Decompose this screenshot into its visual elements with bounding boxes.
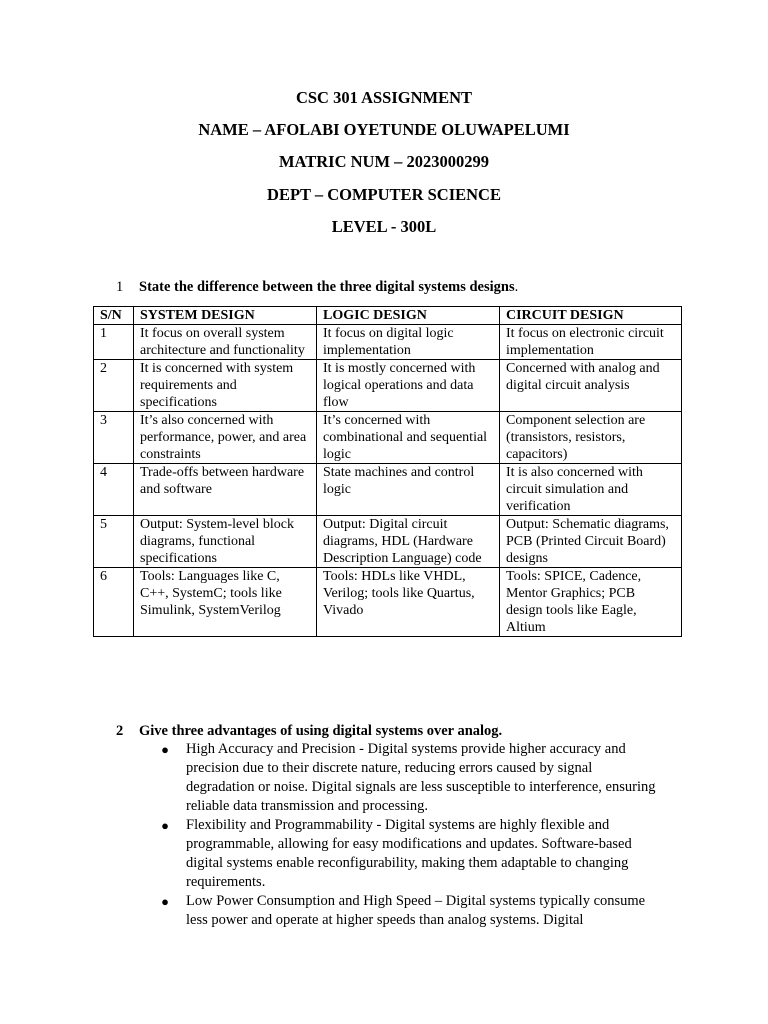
cell-logic: State machines and control logic — [317, 464, 500, 516]
header-system-design: SYSTEM DESIGN — [134, 307, 317, 325]
list-item — [160, 740, 660, 816]
cell-circuit: Tools: SPICE, Cadence, Mentor Graphics; PCB design tools like Eagle, Altium — [500, 568, 682, 637]
cell-sn: 3 — [94, 412, 134, 464]
question-1-text: State the difference between the three digital systems designs — [139, 279, 515, 295]
table-row — [94, 412, 682, 464]
cell-system: It focus on overall system architecture and functionality — [134, 325, 317, 360]
bullet-icon: ● — [161, 818, 169, 833]
header-sn: S/N — [94, 307, 134, 325]
cell-logic: Tools: HDLs like VHDL, Verilog; tools like Quartus, Vivado — [317, 568, 500, 637]
cell-logic: Output: Digital circuit diagrams, HDL (Hardware Description Language) code — [317, 516, 500, 568]
table-row — [94, 464, 682, 516]
cell-system: Tools: Languages like C, C++, SystemC; tools like Simulink, SystemVerilog — [134, 568, 317, 637]
cell-system: Output: System-level block diagrams, functional specifications — [134, 516, 317, 568]
cell-logic: It focus on digital logic implementation — [317, 325, 500, 360]
cell-sn: 6 — [94, 568, 134, 637]
cell-logic: It’s concerned with combinational and sequential logic — [317, 412, 500, 464]
bullet-icon: ● — [161, 742, 169, 757]
department: DEPT – COMPUTER SCIENCE — [267, 185, 501, 204]
list-item-text: Flexibility and Programmability - Digital systems are highly flexible and programmable, allowing for easy modifications and updates. Software-based digital systems enable reconfigurability, making them adaptable to changing requirements. — [186, 817, 632, 890]
table-row — [94, 516, 682, 568]
cell-sn: 1 — [94, 325, 134, 360]
header-circuit-design: CIRCUIT DESIGN — [500, 307, 682, 325]
header-logic-design: LOGIC DESIGN — [317, 307, 500, 325]
level: LEVEL - 300L — [331, 217, 437, 236]
cell-sn: 4 — [94, 464, 134, 516]
cell-system: It is concerned with system requirements and specifications — [134, 360, 317, 412]
assignment-title: CSC 301 ASSIGNMENT — [295, 88, 473, 107]
question-2 — [116, 722, 502, 740]
list-item-text: Low Power Consumption and High Speed – Digital systems typically consume less power and operate at higher speeds than analog systems. Digital — [186, 893, 646, 928]
cell-circuit: Component selection are (transistors, resistors, capacitors) — [500, 412, 682, 464]
list-item-text: High Accuracy and Precision - Digital systems provide higher accuracy and precision due to their discrete nature, reducing errors caused by signal degradation or noise. Digital signals are less susceptible to interference, ensuring reliable data transmission and processing. — [186, 741, 656, 814]
cell-system: It’s also concerned with performance, power, and area constraints — [134, 412, 317, 464]
cell-circuit: Concerned with analog and digital circuit analysis — [500, 360, 682, 412]
table-header-row — [94, 307, 682, 325]
cell-circuit: It focus on electronic circuit implementation — [500, 325, 682, 360]
table-row — [94, 360, 682, 412]
question-2-text: Give three advantages of using digital systems over analog. — [139, 723, 503, 739]
list-item — [160, 892, 660, 930]
cell-circuit: It is also concerned with circuit simulation and verification — [500, 464, 682, 516]
advantages-list — [160, 740, 660, 930]
student-name: NAME – AFOLABI OYETUNDE OLUWAPELUMI — [198, 120, 570, 139]
cell-sn: 2 — [94, 360, 134, 412]
cell-system: Trade-offs between hardware and software — [134, 464, 317, 516]
table-row — [94, 568, 682, 637]
question-1 — [116, 278, 518, 296]
matric-number: MATRIC NUM – 2023000299 — [278, 152, 490, 171]
cell-sn: 5 — [94, 516, 134, 568]
cell-circuit: Output: Schematic diagrams, PCB (Printed Circuit Board) designs — [500, 516, 682, 568]
design-comparison-table — [93, 306, 682, 637]
list-item — [160, 816, 660, 892]
cell-logic: It is mostly concerned with logical operations and data flow — [317, 360, 500, 412]
question-1-suffix: . — [514, 279, 519, 295]
question-1-number: 1 — [116, 279, 124, 295]
table-row — [94, 325, 682, 360]
bullet-icon: ● — [161, 894, 169, 909]
question-2-number: 2 — [116, 723, 124, 739]
